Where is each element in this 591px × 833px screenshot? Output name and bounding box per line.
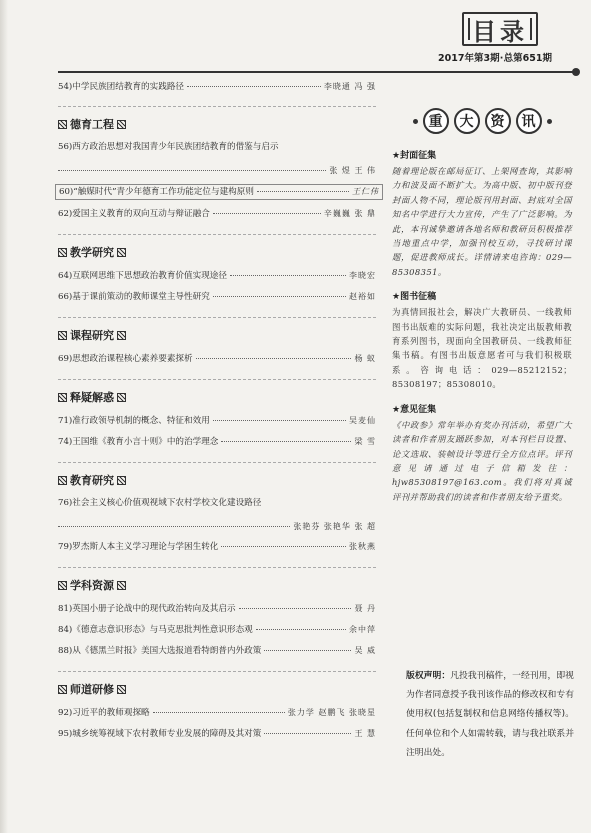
section-marker-icon xyxy=(58,120,67,129)
dot-leader xyxy=(256,629,346,630)
toc-entry[interactable] xyxy=(58,623,376,637)
dot-leader xyxy=(264,650,351,651)
toc-entry[interactable] xyxy=(58,497,376,533)
toc-authors: 辛巍巍 张 鼎 xyxy=(323,209,376,218)
section-marker-icon xyxy=(58,685,67,694)
dot-leader xyxy=(58,526,290,527)
toc-entry[interactable] xyxy=(58,540,376,554)
article-title: 基于课前策动的教师课堂主导性研究 xyxy=(72,292,210,302)
notice-heading: ★封面征集 xyxy=(392,151,437,161)
section-heading: 师道研修 xyxy=(58,681,376,697)
toc-authors: 吴 威 xyxy=(354,646,376,655)
notice-body: 随着理论版在邮局征订、上架网查询，其影响力和波及面不断扩大。为高中版、初中版刊登封面人物不同，理论版刊用封面、封底对全国知名中学进行大力宣传，产生了广泛影响。为此，本刊诚挚邀请各地名师和教研员积极推荐当地重点中学，加强刊校互动，寻找研讨课题，促进教师成长。详情请来电咨询：029—85308351。 xyxy=(392,166,572,277)
dot-leader xyxy=(221,546,346,547)
article-title: 西方政治思想对我国青少年民族团结教育的借鉴与启示 xyxy=(72,142,279,152)
page-number: 81) xyxy=(58,604,73,614)
section-divider xyxy=(58,567,376,568)
section-marker-icon xyxy=(58,393,67,402)
section-heading: 教育研究 xyxy=(58,472,376,488)
bullet-dot-icon xyxy=(547,119,552,124)
article-title: 思想政治课程核心素养要素探析 xyxy=(72,354,193,364)
section-heading: 释疑解惑 xyxy=(58,389,376,405)
title-char: 重 xyxy=(423,108,449,134)
toc-authors: 李晓通 冯 强 xyxy=(323,82,376,91)
toc-authors: 聂 丹 xyxy=(354,604,376,613)
article-title: 城乡统筹视域下农村教师专业发展的障碍及其对策 xyxy=(72,729,262,739)
notice-body: 为真情回报社会，解决广大教研员、一线教师图书出版难的实际问题，我社决定出版教师教育系列图书，现面向全国教研员、一线教师征集书稿。有图书出版意愿者可与我们积极联系。咨询电话：029—85212152；85308197；85308010。 xyxy=(392,307,572,390)
dot-leader xyxy=(239,608,352,609)
dot-leader xyxy=(213,296,346,297)
article-title: 习近平的教师观探略 xyxy=(72,708,150,718)
title-char: 资 xyxy=(485,108,511,134)
section-marker-icon xyxy=(117,248,126,257)
section-marker-icon xyxy=(58,581,67,590)
toc-authors: 梁 雪 xyxy=(354,437,376,446)
dot-leader xyxy=(187,86,321,87)
article-title: 王国维《教育小言十则》中的治学理念 xyxy=(72,437,219,447)
total-issue-number: 总第651期 xyxy=(503,53,552,64)
section-heading: 教学研究 xyxy=(58,244,376,260)
toc-authors: 王仁伟 xyxy=(352,187,379,196)
toc-authors: 吴麦仙 xyxy=(349,416,376,425)
notice-heading: ★意见征集 xyxy=(392,404,437,415)
toc-authors: 张秋燕 xyxy=(349,542,376,551)
article-title: “触媒时代”青少年德育工作功能定位与建构原则 xyxy=(73,187,254,197)
section-heading: 德育工程 xyxy=(58,116,376,132)
page-header xyxy=(0,0,591,64)
article-title: 爱国主义教育的双向互动与辩证融合 xyxy=(72,209,210,219)
toc-sections xyxy=(58,116,379,741)
section-divider xyxy=(58,671,376,672)
section-divider xyxy=(58,234,376,235)
notice-heading: ★图书征稿 xyxy=(392,292,437,303)
section-divider xyxy=(58,106,376,107)
section-marker-icon xyxy=(117,393,126,402)
toc-authors: 张艳芬 张艳华 张 超 xyxy=(293,522,376,531)
section-heading: 课程研究 xyxy=(58,327,376,343)
toc-authors: 张 煜 王 伟 xyxy=(329,166,376,175)
dot-leader xyxy=(196,358,352,359)
major-news-title xyxy=(392,108,572,134)
dot-leader xyxy=(213,420,346,421)
toc-entry[interactable] xyxy=(58,644,376,658)
dot-leader xyxy=(221,441,351,442)
toc-entry[interactable] xyxy=(55,184,383,200)
notice-body: 《中政参》常年举办有奖办刊活动，希望广大读者和作者朋友踊跃参加，对本刊栏目设置、论文选取、装帧设计等进行全方位点评。评刊意见请通过电子信箱发往：hjw85308197@163.com。我们将对真诚评刊并帮助我们的读者和作者朋友给予重奖。 xyxy=(392,419,572,502)
page-number: 66) xyxy=(58,292,73,302)
issue-line: 2017年第3期·总第651期 xyxy=(438,53,552,64)
notice-list xyxy=(392,148,572,504)
toc-authors: 余中萍 xyxy=(349,625,376,634)
section-marker-icon xyxy=(58,248,67,257)
page-number: 95) xyxy=(58,729,73,739)
article-title: 从《德黑兰时报》美国大选报道看特朗普内外政策 xyxy=(72,646,262,656)
scan-edge-shadow xyxy=(0,0,8,833)
page-number: 56) xyxy=(58,142,73,152)
copyright-label: 版权声明： xyxy=(406,671,451,681)
section-marker-icon xyxy=(117,685,126,694)
table-of-contents xyxy=(58,80,379,748)
page-number: 79) xyxy=(58,542,73,552)
article-title: 准行政领导机制的概念、特征和效用 xyxy=(72,416,210,426)
dot-leader xyxy=(230,275,346,276)
contents-title: 目录 xyxy=(462,12,538,46)
page-number: 62) xyxy=(58,209,73,219)
toc-entry[interactable] xyxy=(58,414,376,428)
toc-authors: 赵裕如 xyxy=(349,292,376,301)
page-number: 76) xyxy=(58,498,73,508)
article-title: 罗杰斯人本主义学习理论与学困生转化 xyxy=(72,542,219,552)
page-number: 84) xyxy=(58,625,73,635)
issue-number: 2017年第3期 xyxy=(438,53,500,64)
article-title: 互联网思维下思想政治教育价值实现途径 xyxy=(72,271,227,281)
page-number: 88) xyxy=(58,646,73,656)
page-number: 64) xyxy=(58,271,73,281)
dot-leader xyxy=(213,213,321,214)
copyright-text: 凡投我刊稿件，一经刊用，即视为作者同意授予我刊该作品的修改权和专有使用权(包括复制权和信息网络传播权等)。任何单位和个人如需转载，请与我社联系并注明出处。 xyxy=(406,671,574,758)
page-number: 69) xyxy=(58,354,73,364)
section-heading: 学科资源 xyxy=(58,577,376,593)
toc-entry[interactable] xyxy=(58,602,376,616)
toc-entry[interactable] xyxy=(58,706,376,720)
toc-entry[interactable] xyxy=(58,435,376,449)
toc-authors: 李晓宏 xyxy=(349,271,376,280)
section-divider xyxy=(58,379,376,380)
page-number: 60) xyxy=(59,187,74,197)
toc-entry[interactable] xyxy=(58,727,376,741)
dot-leader xyxy=(264,733,351,734)
toc-authors: 杨 蚁 xyxy=(354,354,376,363)
dot-leader xyxy=(153,712,285,713)
bullet-dot-icon xyxy=(413,119,418,124)
section-divider xyxy=(58,317,376,318)
toc-entry[interactable]: 54)中学民族团结教育的实践路径 李晓通 冯 强 xyxy=(58,82,376,92)
toc-entry[interactable] xyxy=(58,352,376,366)
article-title: 英国小册子论战中的现代政治转向及其启示 xyxy=(72,604,236,614)
article-title: 《德意志意识形态》与马克思批判性意识形态观 xyxy=(72,625,253,635)
section-marker-icon xyxy=(117,120,126,129)
section-marker-icon xyxy=(117,331,126,340)
header-rule xyxy=(58,71,578,73)
toc-authors: 张力学 赵鹏飞 张晓星 xyxy=(287,708,376,717)
title-char: 讯 xyxy=(516,108,542,134)
toc-authors: 王 慧 xyxy=(354,729,376,738)
article-title: 社会主义核心价值观视域下农村学校文化建设路径 xyxy=(72,498,262,508)
page-number: 92) xyxy=(58,708,73,718)
section-marker-icon xyxy=(58,331,67,340)
notices-column xyxy=(392,108,572,514)
page-number: 71) xyxy=(58,416,73,426)
section-divider xyxy=(58,462,376,463)
toc-entry[interactable] xyxy=(58,290,376,304)
copyright-notice xyxy=(406,667,574,763)
pencil-mark-icon xyxy=(326,189,338,195)
section-marker-icon xyxy=(117,476,126,485)
toc-entry[interactable] xyxy=(58,269,376,283)
section-marker-icon xyxy=(117,581,126,590)
toc-entry[interactable] xyxy=(58,141,376,177)
title-char: 大 xyxy=(454,108,480,134)
dot-leader xyxy=(58,170,326,171)
section-marker-icon xyxy=(58,476,67,485)
page-number: 74) xyxy=(58,437,73,447)
toc-entry[interactable] xyxy=(58,207,376,221)
